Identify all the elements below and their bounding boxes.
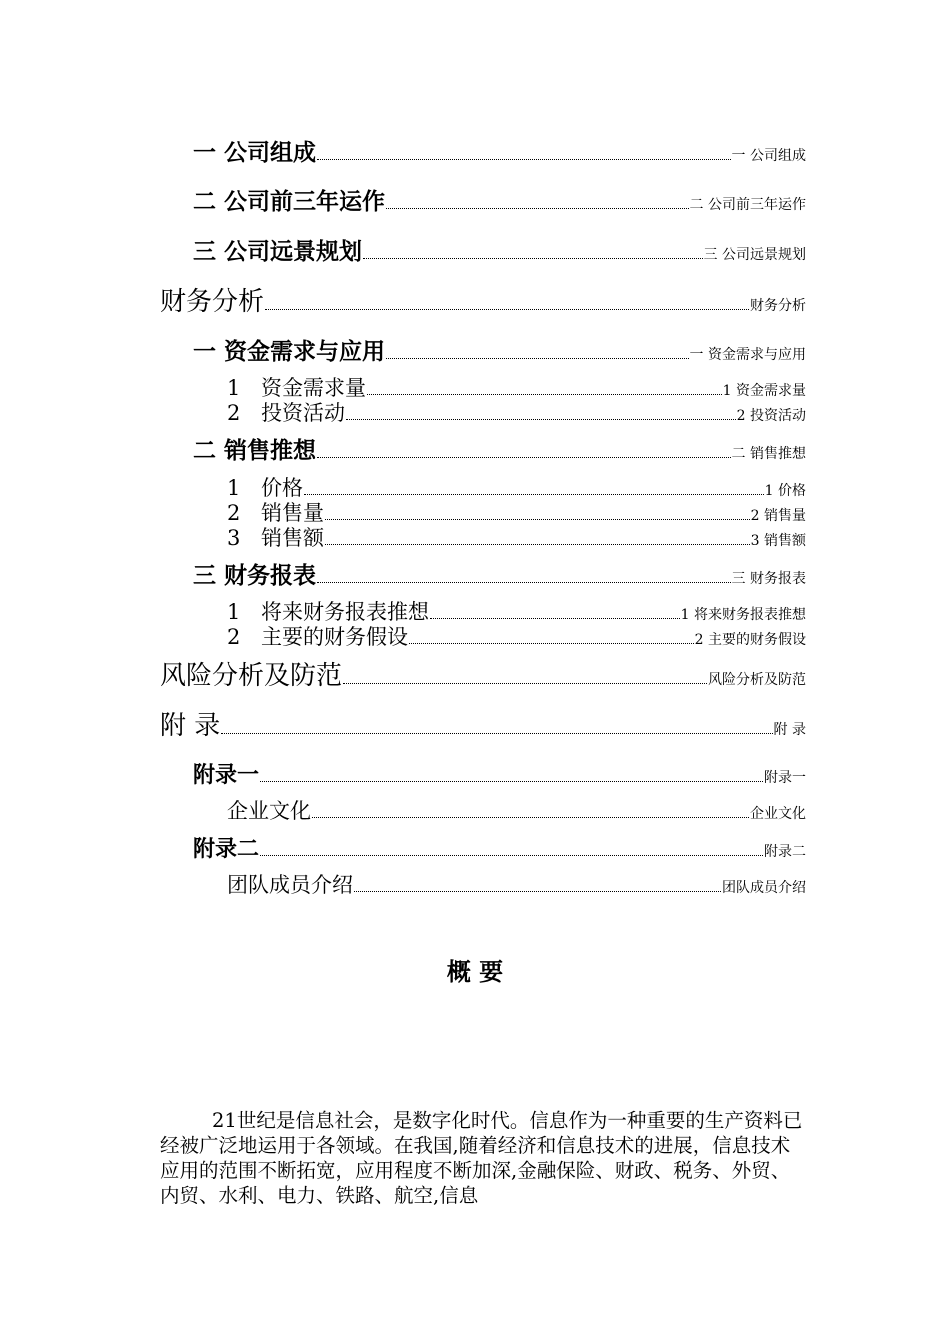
toc-entry-page: 一 资金需求与应用 (689, 347, 806, 363)
toc-entry-title: 销售额 (261, 526, 324, 550)
toc-leader (260, 781, 763, 782)
toc-entry[interactable] (193, 233, 806, 266)
toc-entry-title: 投资活动 (261, 401, 345, 425)
toc-entry-page: 附录一 (764, 770, 806, 786)
toc-entry-title: 附录二 (193, 837, 260, 862)
toc-entry-page: 2 投资活动 (736, 408, 806, 424)
toc-leader (312, 817, 749, 818)
toc-entry-title: 附 录 (160, 711, 221, 741)
toc-leader (325, 544, 750, 545)
toc-entry-page: 3 销售额 (750, 533, 806, 549)
toc-leader (265, 309, 749, 310)
toc-entry-title: 财务分析 (160, 287, 265, 317)
toc-leader (386, 208, 689, 209)
toc-leader (317, 457, 731, 458)
toc-entry-page: 风险分析及防范 (708, 672, 806, 688)
toc-leader (343, 683, 707, 684)
toc-entry-title: 二 公司前三年运作 (193, 189, 386, 215)
toc-entry-page: 附录二 (764, 844, 806, 860)
toc-entry[interactable] (193, 134, 806, 167)
toc-entry[interactable] (193, 557, 806, 590)
toc-entry-title: 三 公司远景规划 (193, 239, 363, 265)
toc-entry[interactable] (160, 281, 806, 318)
toc-entry-number: 2 (227, 401, 241, 425)
toc-entry-page: 团队成员介绍 (722, 880, 806, 896)
toc-entry-title: 风险分析及防范 (160, 661, 343, 691)
toc-leader (386, 358, 689, 359)
toc-entry[interactable] (227, 397, 806, 427)
toc-leader (346, 419, 736, 420)
toc-entry-title: 将来财务报表推想 (261, 600, 429, 624)
toc-entry-title: 主要的财务假设 (261, 625, 408, 649)
toc-entry[interactable] (227, 869, 806, 899)
toc-entry[interactable] (160, 705, 806, 742)
toc-entry-number: 1 (227, 600, 241, 624)
toc-leader (354, 891, 721, 892)
toc-entry-title: 团队成员介绍 (227, 873, 353, 897)
toc-entry[interactable] (193, 832, 806, 863)
summary-heading: 概 要 (446, 958, 504, 986)
toc-entry-number: 1 (227, 476, 241, 500)
toc-leader (304, 494, 764, 495)
toc-entry[interactable] (227, 522, 806, 552)
toc-leader (325, 519, 750, 520)
toc-entry-title: 一 资金需求与应用 (193, 339, 386, 365)
toc-entry-title: 三 财务报表 (193, 563, 317, 589)
toc-entry-page: 三 公司远景规划 (703, 247, 806, 263)
toc-entry-page: 三 财务报表 (731, 571, 806, 587)
toc-entry-number: 3 (227, 526, 241, 550)
toc-entry[interactable] (160, 655, 806, 692)
toc-entry[interactable] (227, 795, 806, 825)
toc-entry-page: 附 录 (773, 722, 806, 738)
toc-entry-number: 2 (227, 625, 241, 649)
toc-leader (367, 394, 722, 395)
summary-paragraph: 21世纪是信息社会，是数字化时代。信息作为一种重要的生产资料已经被广泛地运用于各领域。在我国,随着经济和信息技术的进展，信息技术应用的范围不断拓宽，应用程度不断加深,金融保险、财政、税务、外贸、内贸、水利、电力、铁路、航空,信息 (160, 1109, 803, 1207)
toc-entry-page: 1 价格 (764, 483, 806, 499)
toc-entry-title: 企业文化 (227, 799, 311, 823)
toc-entry-page: 二 公司前三年运作 (689, 197, 806, 213)
toc-leader (221, 733, 772, 734)
toc-entry[interactable] (193, 432, 806, 465)
toc-entry[interactable] (193, 333, 806, 366)
toc-entry-title: 一 公司组成 (193, 140, 317, 166)
toc-leader (409, 643, 694, 644)
toc-entry[interactable] (227, 621, 806, 651)
toc-leader (317, 159, 731, 160)
toc-leader (260, 855, 763, 856)
toc-entry[interactable] (193, 758, 806, 789)
toc-entry-number: 1 (227, 376, 241, 400)
toc-entry-title: 附录一 (193, 763, 260, 788)
toc-entry-title: 资金需求量 (261, 376, 366, 400)
toc-entry-page: 1 将来财务报表推想 (680, 607, 806, 623)
toc-entry[interactable] (193, 183, 806, 216)
toc-entry-page: 2 销售量 (750, 508, 806, 524)
toc-entry-title: 二 销售推想 (193, 438, 317, 464)
toc-entry-page: 1 资金需求量 (722, 383, 806, 399)
toc-entry-page: 企业文化 (750, 806, 806, 822)
toc-entry-page: 一 公司组成 (731, 148, 806, 164)
toc-entry-page: 二 销售推想 (731, 446, 806, 462)
toc-entry-page: 财务分析 (750, 298, 806, 314)
toc-entry-number: 2 (227, 501, 241, 525)
toc-entry-title: 价格 (261, 476, 303, 500)
toc-leader (317, 582, 731, 583)
toc-leader (363, 258, 703, 259)
toc-entry-title: 销售量 (261, 501, 324, 525)
toc-leader (430, 618, 680, 619)
toc-entry-page: 2 主要的财务假设 (694, 632, 806, 648)
